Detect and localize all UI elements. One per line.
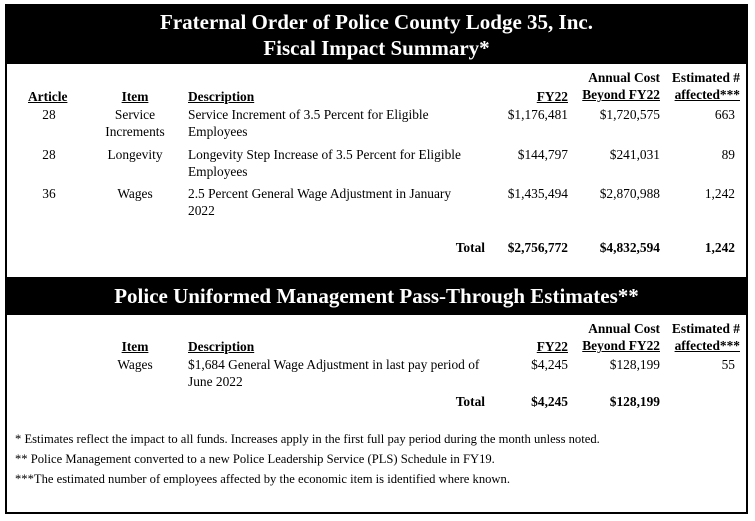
s2-total-fy22: $4,245 [531,394,568,409]
section1-title-line1: Fraternal Order of Police County Lodge 35, Inc. [160,10,593,34]
s1-total-affected: 1,242 [704,240,735,255]
s2-description-header: Description [188,339,255,354]
s2-row1-item: Wages [117,357,153,372]
s1-row1-description: Service Increment of 3.5 Percent for Eligible Employees [188,107,429,139]
s1-row1-item-l1: Service [114,107,156,122]
s1-estimated-header-l2: affected*** [674,87,740,102]
s2-estimated-header-l1: Estimated # [671,321,740,336]
s1-fy22-header: FY22 [536,89,568,104]
s1-row3-item-l1: Wages [117,186,153,201]
section1-title-band [5,4,748,64]
s2-item-header: Item [121,339,149,354]
footnote-2: ** Police Management converted to a new Police Leadership Service (PLS) Schedule in FY19. [15,452,495,466]
s1-row2-annual: $241,031 [609,147,660,162]
s1-row3-description: 2.5 Percent General Wage Adjustment in January 2022 [188,186,452,218]
section1-title-line2: Fiscal Impact Summary* [263,36,490,60]
s1-row3-annual: $2,870,988 [599,186,660,201]
footnote-1: * Estimates reflect the impact to all funds. Increases apply in the first full pay period during the month unless noted. [15,432,600,446]
s2-row1-affected: 55 [721,357,735,372]
s2-fy22-header: FY22 [536,339,568,354]
s1-description-header: Description [188,89,255,104]
s1-row1-affected: 663 [714,107,735,122]
s2-annual-cost-header-l1: Annual Cost [588,321,660,336]
s2-row1-fy22: $4,245 [531,357,568,372]
s1-row3-affected: 1,242 [704,186,735,201]
s1-article-header: Article [28,89,68,104]
section2-title-band [5,277,748,315]
s1-row1-fy22: $1,176,481 [507,107,568,122]
footnote-3: ***The estimated number of employees affected by the economic item is identified where known. [15,472,510,486]
s1-row2-affected: 89 [721,147,735,162]
section2-title: Police Uniformed Management Pass-Through Estimates** [114,284,639,308]
s1-total-fy22: $2,756,772 [507,240,568,255]
s1-total-annual: $4,832,594 [599,240,660,255]
s2-total-annual: $128,199 [609,394,660,409]
s1-row2-fy22: $144,797 [517,147,568,162]
s1-annual-cost-header-l2: Beyond FY22 [582,87,660,102]
s1-item-header: Item [121,89,149,104]
s2-estimated-header-l2: affected*** [674,338,740,353]
s2-total-label: Total [455,394,485,409]
s1-row2-description: Longevity Step Increase of 3.5 Percent for Eligible Employees [188,147,461,179]
s1-estimated-header-l1: Estimated # [671,70,740,85]
s1-row1-annual: $1,720,575 [599,107,660,122]
s1-row2-item-l1: Longevity [107,147,163,162]
s1-row2-article: 28 [42,147,56,162]
s1-row3-fy22: $1,435,494 [507,186,568,201]
s1-row1-item-l2: Increments [105,124,165,139]
s1-total-label: Total [455,240,485,255]
s2-row1-annual: $128,199 [609,357,660,372]
s1-row1-article: 28 [42,107,56,122]
s1-row3-article: 36 [42,186,56,201]
s2-annual-cost-header-l2: Beyond FY22 [582,338,660,353]
s1-annual-cost-header-l1: Annual Cost [588,70,660,85]
s2-row1-description: $1,684 General Wage Adjustment in last pay period of June 2022 [188,357,480,389]
